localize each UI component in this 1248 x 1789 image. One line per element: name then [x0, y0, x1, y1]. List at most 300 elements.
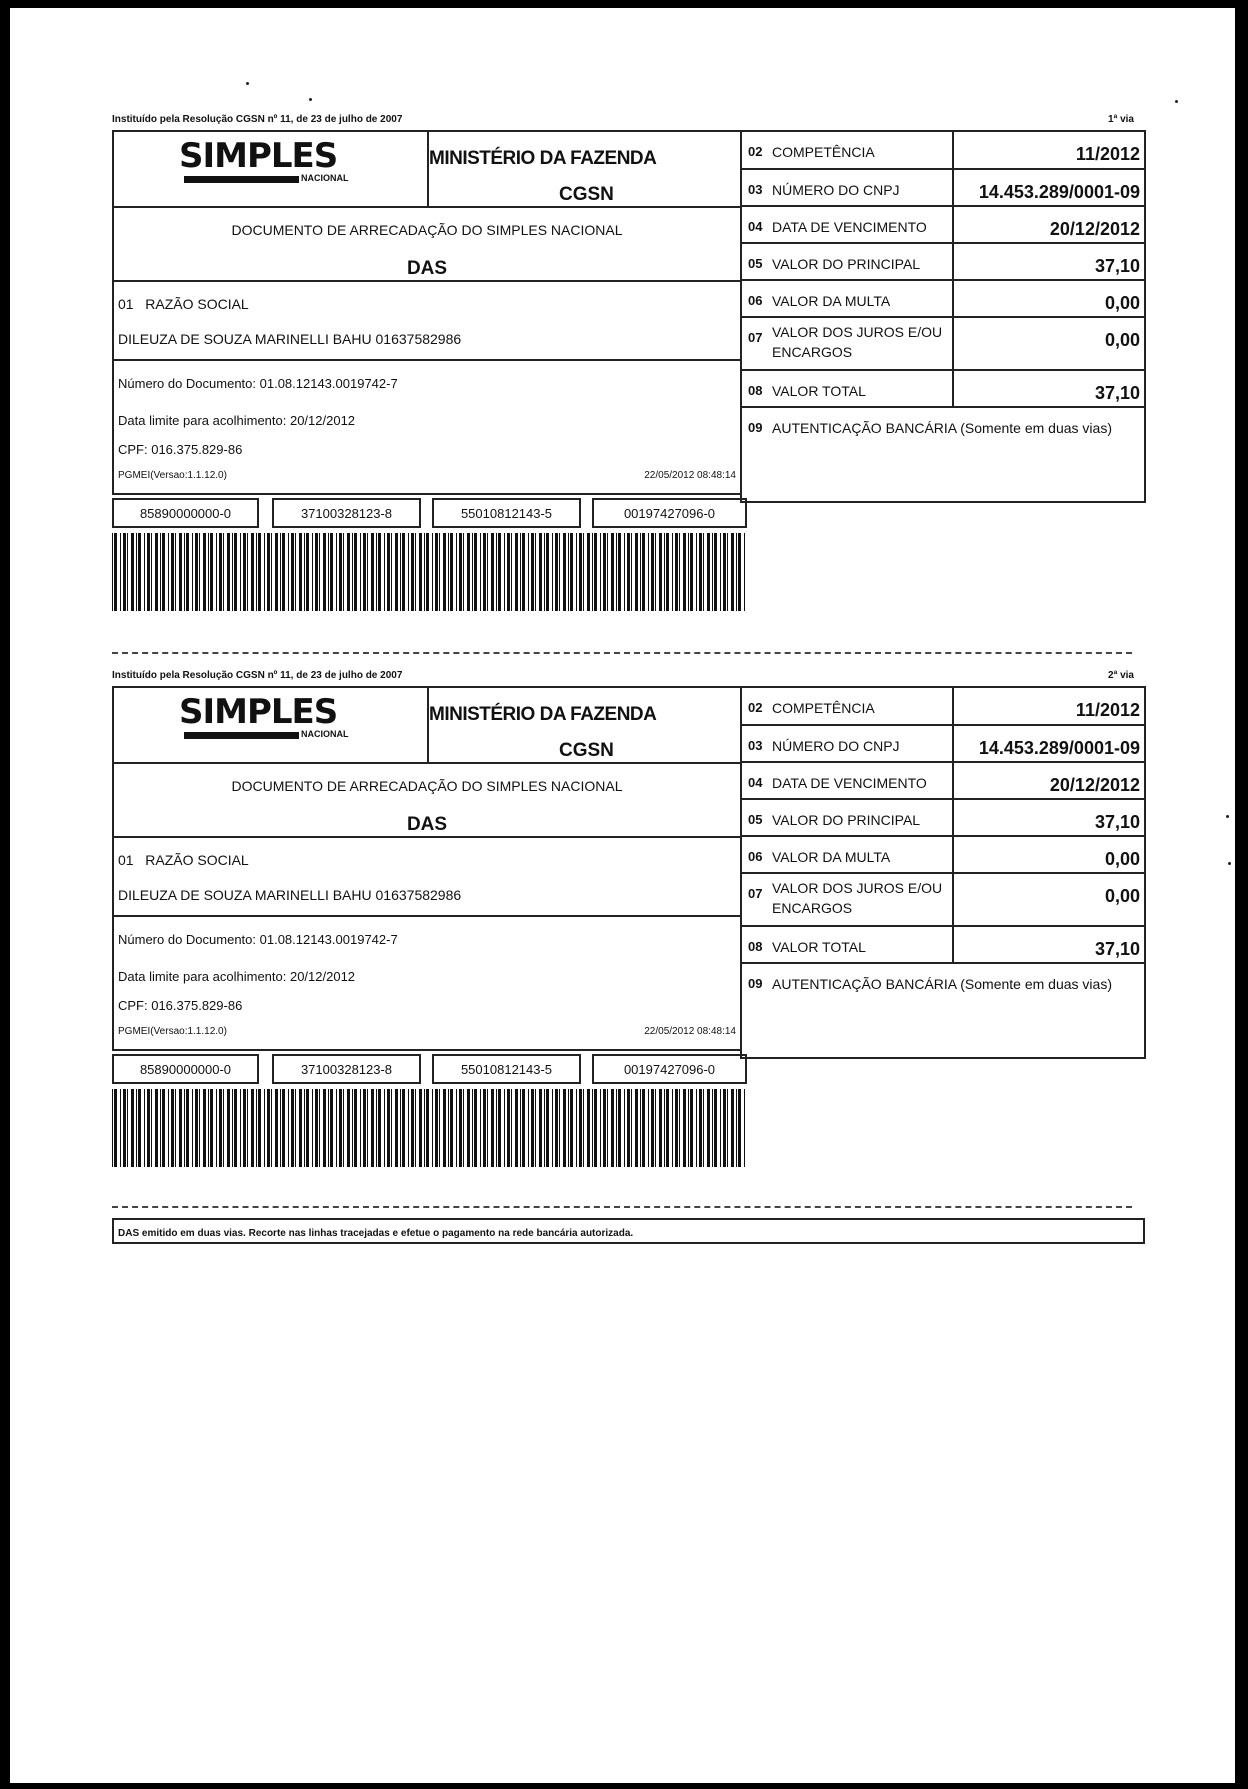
- fields-panel: [740, 130, 1146, 503]
- field-num: 08: [748, 939, 763, 954]
- barcode-bar: [727, 533, 728, 611]
- barcode-bar: [439, 1089, 440, 1167]
- barcode-bar: [603, 533, 606, 611]
- barcode-bar: [363, 533, 366, 611]
- barcode-bar: [306, 1089, 309, 1167]
- field-value: 20/12/2012: [1049, 775, 1140, 795]
- field-row: [742, 371, 1144, 408]
- barcode-bar: [223, 533, 224, 611]
- barcode-bar: [607, 533, 608, 611]
- barcode-bar: [511, 1089, 512, 1167]
- barcode-bar: [328, 1089, 329, 1167]
- field-value: 37,10: [1094, 812, 1140, 832]
- field-num: 05: [748, 812, 763, 827]
- barcode-bar: [456, 1089, 457, 1167]
- barcode-bar: [216, 1089, 217, 1167]
- barcode-bar: [472, 533, 473, 611]
- barcode-bar: [400, 533, 401, 611]
- barcode-bar: [216, 533, 217, 611]
- barcode-bar: [271, 1089, 272, 1167]
- barcode-bar: [714, 1089, 717, 1167]
- barcode-bar: [675, 533, 678, 611]
- divider: [952, 207, 954, 242]
- field-num: 06: [748, 849, 763, 864]
- barcode-bar: [391, 1089, 392, 1167]
- barcode-bar: [175, 1089, 176, 1167]
- divider: [952, 837, 954, 872]
- legal-header: [112, 114, 1146, 130]
- barcode-bar: [367, 533, 368, 611]
- barcode-bar: [243, 533, 246, 611]
- barcode-bar: [144, 533, 145, 611]
- barcode-bar: [203, 533, 206, 611]
- barcode-bar: [576, 1089, 577, 1167]
- barcode-bar: [347, 533, 350, 611]
- barcode-bar: [587, 533, 590, 611]
- barcode-bar: [642, 1089, 645, 1167]
- barcode-bar: [723, 533, 726, 611]
- field-label: DATA DE VENCIMENTO: [772, 775, 927, 791]
- barcode-bar: [232, 1089, 233, 1167]
- field-num: 05: [748, 256, 763, 271]
- barcode-bar: [640, 1089, 641, 1167]
- field-value: 0,00: [1104, 849, 1140, 869]
- barcode-bar: [703, 1089, 704, 1167]
- field-label: VALOR DO PRINCIPAL: [772, 812, 921, 828]
- barcode-bar: [491, 533, 494, 611]
- barcode-bar: [251, 1089, 254, 1167]
- barcode-bar: [744, 1089, 745, 1167]
- field-num: 07: [748, 886, 763, 901]
- barcode-bar: [347, 1089, 350, 1167]
- barcode-bar: [160, 1089, 161, 1167]
- barcode-bar: [627, 1089, 630, 1167]
- barcode-bar: [546, 533, 549, 611]
- barcode-bar: [304, 533, 305, 611]
- divider: [952, 688, 954, 724]
- barcode-bar: [280, 533, 281, 611]
- barcode-bar: [664, 1089, 665, 1167]
- simples-logo: [179, 136, 379, 196]
- legal-header-text: Instituído pela Resolução CGSN nº 11, de 23 de julho de 2007: [112, 670, 403, 681]
- barcode-bar: [579, 1089, 582, 1167]
- barcode-bar: [192, 533, 193, 611]
- barcode-bar: [426, 1089, 429, 1167]
- barcode-bar: [114, 1089, 117, 1167]
- barcode-bar: [640, 533, 641, 611]
- field-label: VALOR DA MULTA: [772, 849, 891, 865]
- barcode-bar: [315, 1089, 318, 1167]
- barcode-bar: [352, 533, 353, 611]
- barcode-bar: [435, 1089, 438, 1167]
- barcode-bar: [179, 1089, 182, 1167]
- scan-speck: [1175, 100, 1178, 103]
- barcode-bar: [570, 533, 573, 611]
- barcode-bar: [120, 1089, 121, 1167]
- barcode-bar: [415, 533, 416, 611]
- barcode-bar: [123, 533, 126, 611]
- barcode-bar: [354, 533, 357, 611]
- field-num: 04: [748, 219, 763, 234]
- barcode-bar: [664, 533, 665, 611]
- barcode-bar: [555, 1089, 558, 1167]
- barcode-bar: [424, 533, 425, 611]
- via-label: 1ª via: [1108, 114, 1134, 125]
- barcode-bar: [223, 1089, 224, 1167]
- barcode-bar: [426, 533, 429, 611]
- left-panel: [112, 130, 742, 495]
- barcode-bar: [631, 533, 632, 611]
- barcode-bar: [712, 1089, 713, 1167]
- barcode-bar: [515, 533, 518, 611]
- barcode-bar: [507, 533, 510, 611]
- barcode-bar: [522, 1089, 525, 1167]
- code-field-4: 00197427096-0: [592, 1054, 747, 1084]
- divider: [114, 762, 740, 764]
- barcode-bar: [282, 533, 285, 611]
- barcode-bar: [607, 1089, 608, 1167]
- field-value: 37,10: [1094, 256, 1140, 276]
- timestamp: 22/05/2012 08:48:14: [644, 1026, 736, 1037]
- razao-label: RAZÃO SOCIAL: [145, 852, 249, 868]
- field-label: AUTENTICAÇÃO BANCÁRIA (Somente em duas vias): [772, 976, 1112, 992]
- barcode-bar: [531, 533, 534, 611]
- code-field-4: 00197427096-0: [592, 498, 747, 528]
- barcode-bar: [675, 1089, 678, 1167]
- barcode-bar: [496, 533, 497, 611]
- via-label: 2ª via: [1108, 670, 1134, 681]
- barcode-bar: [624, 1089, 625, 1167]
- barcode-bar: [474, 533, 477, 611]
- field-label: VALOR DOS JUROS E/OU ENCARGOS: [772, 324, 943, 360]
- barcode: [112, 533, 747, 611]
- numero-documento: Número do Documento: 01.08.12143.0019742-7: [118, 376, 398, 391]
- barcode-bar: [402, 1089, 405, 1167]
- barcode-bar: [714, 533, 717, 611]
- barcode-bar: [199, 1089, 200, 1167]
- barcode-bar: [424, 1089, 425, 1167]
- simples-logo: [179, 692, 379, 752]
- divider: [952, 726, 954, 761]
- barcode-bar: [568, 1089, 569, 1167]
- field-row: [742, 800, 1144, 837]
- barcode-bar: [136, 1089, 137, 1167]
- barcode-bar: [138, 1089, 141, 1167]
- field-row: [742, 964, 1144, 1032]
- barcode-bar: [291, 1089, 294, 1167]
- barcode-bar: [688, 533, 689, 611]
- barcode-bar: [144, 1089, 145, 1167]
- divider: [952, 763, 954, 798]
- divider: [114, 915, 740, 917]
- barcode-bar: [642, 533, 645, 611]
- barcode-bar: [295, 1089, 296, 1167]
- barcode-bar: [522, 533, 525, 611]
- barcode-bar: [367, 1089, 368, 1167]
- barcode-bar: [611, 1089, 614, 1167]
- cut-line: [112, 652, 1132, 654]
- field-num: 07: [748, 330, 763, 345]
- document-title: DOCUMENTO DE ARRECADAÇÃO DO SIMPLES NACIONAL: [231, 778, 623, 794]
- barcode-bar: [208, 533, 209, 611]
- barcode-bar: [127, 533, 128, 611]
- divider: [952, 874, 954, 925]
- code-field-3: 55010812143-5: [432, 498, 581, 528]
- barcode-bar: [411, 1089, 414, 1167]
- barcode-bar: [328, 533, 329, 611]
- barcode-bar: [648, 1089, 649, 1167]
- barcode-bar: [515, 1089, 518, 1167]
- barcode-bar: [690, 1089, 693, 1167]
- barcode-bar: [395, 1089, 398, 1167]
- barcode-bar: [648, 533, 649, 611]
- barcode-bar: [563, 533, 566, 611]
- field-num: 06: [748, 293, 763, 308]
- barcode-bar: [552, 533, 553, 611]
- field-row: [742, 837, 1144, 874]
- barcode-bar: [138, 533, 141, 611]
- barcode-bar: [592, 533, 593, 611]
- barcode-bar: [186, 533, 189, 611]
- barcode-bar: [251, 533, 254, 611]
- legal-header-text: Instituído pela Resolução CGSN nº 11, de 23 de julho de 2007: [112, 114, 403, 125]
- field-row: [742, 408, 1144, 476]
- field-value: 0,00: [1104, 330, 1140, 350]
- barcode-bar: [459, 533, 462, 611]
- field-label: AUTENTICAÇÃO BANCÁRIA (Somente em duas vias): [772, 420, 1112, 436]
- barcode-bar: [227, 1089, 230, 1167]
- cut-line: [112, 1206, 1132, 1208]
- barcode-bar: [544, 533, 545, 611]
- field-row: [742, 207, 1144, 244]
- barcode-bar: [696, 1089, 697, 1167]
- barcode-bar: [520, 533, 521, 611]
- barcode-bar: [480, 533, 481, 611]
- razao-num: 01: [118, 852, 134, 868]
- barcode-bar: [467, 533, 470, 611]
- barcode-bar: [271, 533, 272, 611]
- barcode-bar: [555, 533, 558, 611]
- barcode-bar: [539, 533, 542, 611]
- barcode-bar: [304, 1089, 305, 1167]
- field-value: 37,10: [1094, 383, 1140, 403]
- barcode-bar: [387, 1089, 390, 1167]
- barcode-bar: [600, 533, 601, 611]
- barcode-bar: [384, 1089, 385, 1167]
- logo-bar: [184, 176, 299, 183]
- barcode-bar: [408, 533, 409, 611]
- barcode-bar: [210, 1089, 213, 1167]
- barcode-bar: [651, 1089, 654, 1167]
- divider: [952, 244, 954, 279]
- divider: [952, 371, 954, 406]
- barcode-bar: [463, 533, 464, 611]
- barcode-bar: [275, 1089, 278, 1167]
- barcode-bar: [443, 1089, 446, 1167]
- barcode-bar: [472, 1089, 473, 1167]
- barcode-bar: [151, 533, 152, 611]
- barcode-bar: [474, 1089, 477, 1167]
- document-title: DOCUMENTO DE ARRECADAÇÃO DO SIMPLES NACIONAL: [231, 222, 623, 238]
- barcode-bar: [528, 533, 529, 611]
- barcode-bar: [291, 533, 294, 611]
- code-field-2: 37100328123-8: [272, 1054, 421, 1084]
- barcode-bar: [171, 533, 174, 611]
- barcode-bar: [594, 1089, 597, 1167]
- barcode-bar: [123, 1089, 126, 1167]
- das-copy: [112, 114, 1146, 634]
- barcode-bar: [666, 533, 669, 611]
- barcode-bar: [450, 533, 453, 611]
- field-num: 09: [748, 976, 763, 991]
- barcode-bar: [531, 1089, 534, 1167]
- barcode-digits: [112, 498, 747, 528]
- barcode-bar: [679, 1089, 680, 1167]
- scan-speck: [309, 98, 312, 101]
- barcode-bar: [616, 533, 617, 611]
- barcode-bar: [731, 1089, 734, 1167]
- barcode-bar: [186, 1089, 189, 1167]
- barcode-bar: [583, 533, 584, 611]
- cpf: CPF: 016.375.829-86: [118, 442, 243, 457]
- field-num: 03: [748, 738, 763, 753]
- barcode-bar: [631, 1089, 632, 1167]
- barcode-bar: [155, 533, 158, 611]
- logo-word: SIMPLES: [179, 692, 338, 732]
- barcode-bar: [319, 1089, 320, 1167]
- barcode-bar: [603, 1089, 606, 1167]
- barcode-bar: [112, 1089, 113, 1167]
- barcode-bar: [360, 533, 361, 611]
- left-panel: [112, 686, 742, 1051]
- barcode-bar: [635, 1089, 638, 1167]
- divider: [952, 281, 954, 316]
- barcode-bar: [712, 533, 713, 611]
- barcode-bar: [487, 533, 488, 611]
- barcode-bar: [496, 1089, 497, 1167]
- barcode-bar: [387, 533, 390, 611]
- barcode-bar: [683, 533, 686, 611]
- timestamp: 22/05/2012 08:48:14: [644, 470, 736, 481]
- logo-sub: NACIONAL: [301, 173, 349, 183]
- barcode-bar: [240, 533, 241, 611]
- barcode-bar: [419, 533, 422, 611]
- barcode-bar: [199, 533, 200, 611]
- barcode-bar: [703, 533, 704, 611]
- barcode-bar: [155, 1089, 158, 1167]
- field-label: VALOR DOS JUROS E/OU ENCARGOS: [772, 880, 943, 916]
- barcode-bar: [707, 533, 710, 611]
- barcode-bar: [736, 1089, 737, 1167]
- barcode-bar: [299, 1089, 302, 1167]
- barcode-bar: [258, 1089, 261, 1167]
- field-num: 09: [748, 420, 763, 435]
- barcode-bar: [371, 1089, 374, 1167]
- barcode-bar: [384, 533, 385, 611]
- field-label: DATA DE VENCIMENTO: [772, 219, 927, 235]
- field-row: [742, 874, 1144, 927]
- barcode-bar: [655, 533, 656, 611]
- barcode-bar: [635, 533, 638, 611]
- barcode-bar: [546, 1089, 549, 1167]
- barcode-bar: [256, 533, 257, 611]
- barcode-bar: [707, 1089, 710, 1167]
- barcode-bar: [408, 1089, 409, 1167]
- barcode-bar: [247, 1089, 248, 1167]
- barcode-bar: [672, 1089, 673, 1167]
- barcode-bar: [219, 1089, 222, 1167]
- barcode-bar: [203, 1089, 206, 1167]
- field-row: [742, 726, 1144, 763]
- field-value: 14.453.289/0001-09: [978, 182, 1140, 202]
- field-row: [742, 170, 1144, 207]
- barcode-bar: [738, 1089, 741, 1167]
- barcode-bar: [232, 533, 233, 611]
- barcode-bar: [659, 1089, 662, 1167]
- barcode-bar: [520, 1089, 521, 1167]
- barcode-bar: [528, 1089, 529, 1167]
- legal-header: [112, 670, 1146, 686]
- barcode-bar: [535, 1089, 536, 1167]
- divider: [114, 206, 740, 208]
- field-row: [742, 244, 1144, 281]
- barcode-bar: [336, 1089, 337, 1167]
- barcode-bar: [600, 1089, 601, 1167]
- barcode-bar: [247, 533, 248, 611]
- barcode-bar: [243, 1089, 246, 1167]
- barcode-bar: [195, 1089, 198, 1167]
- fields-panel: [740, 686, 1146, 1059]
- divider: [114, 280, 740, 282]
- barcode-bar: [275, 533, 278, 611]
- razao-num: 01: [118, 296, 134, 312]
- field-label: VALOR DA MULTA: [772, 293, 891, 309]
- barcode-bar: [330, 1089, 333, 1167]
- barcode-bar: [295, 533, 296, 611]
- field-row: [742, 763, 1144, 800]
- divider: [952, 800, 954, 835]
- divider: [114, 359, 740, 361]
- barcode-bar: [679, 533, 680, 611]
- barcode-bar: [432, 533, 433, 611]
- barcode-bar: [463, 1089, 464, 1167]
- ministry-title: MINISTÉRIO DA FAZENDA: [429, 704, 657, 725]
- field-value: 11/2012: [1075, 144, 1140, 164]
- barcode-bar: [131, 1089, 134, 1167]
- barcode-bar: [539, 1089, 542, 1167]
- barcode-bar: [443, 533, 446, 611]
- barcode-bar: [343, 1089, 344, 1167]
- field-value: 11/2012: [1075, 700, 1140, 720]
- barcode-bar: [400, 1089, 401, 1167]
- barcode-bar: [611, 533, 614, 611]
- field-label: VALOR TOTAL: [772, 383, 866, 399]
- das-label: DAS: [406, 258, 448, 279]
- barcode-bar: [411, 533, 414, 611]
- barcode-bar: [504, 533, 505, 611]
- field-label: VALOR DO PRINCIPAL: [772, 256, 921, 272]
- barcode-bar: [160, 533, 161, 611]
- barcode-bar: [343, 533, 344, 611]
- logo-bar: [184, 732, 299, 739]
- barcode-bar: [483, 1089, 486, 1167]
- field-num: 04: [748, 775, 763, 790]
- barcode-bar: [352, 1089, 353, 1167]
- barcode-bar: [467, 1089, 470, 1167]
- pgmei-version: PGMEI(Versao:1.1.12.0): [118, 1026, 227, 1037]
- barcode-bar: [736, 533, 737, 611]
- field-value: 14.453.289/0001-09: [978, 738, 1140, 758]
